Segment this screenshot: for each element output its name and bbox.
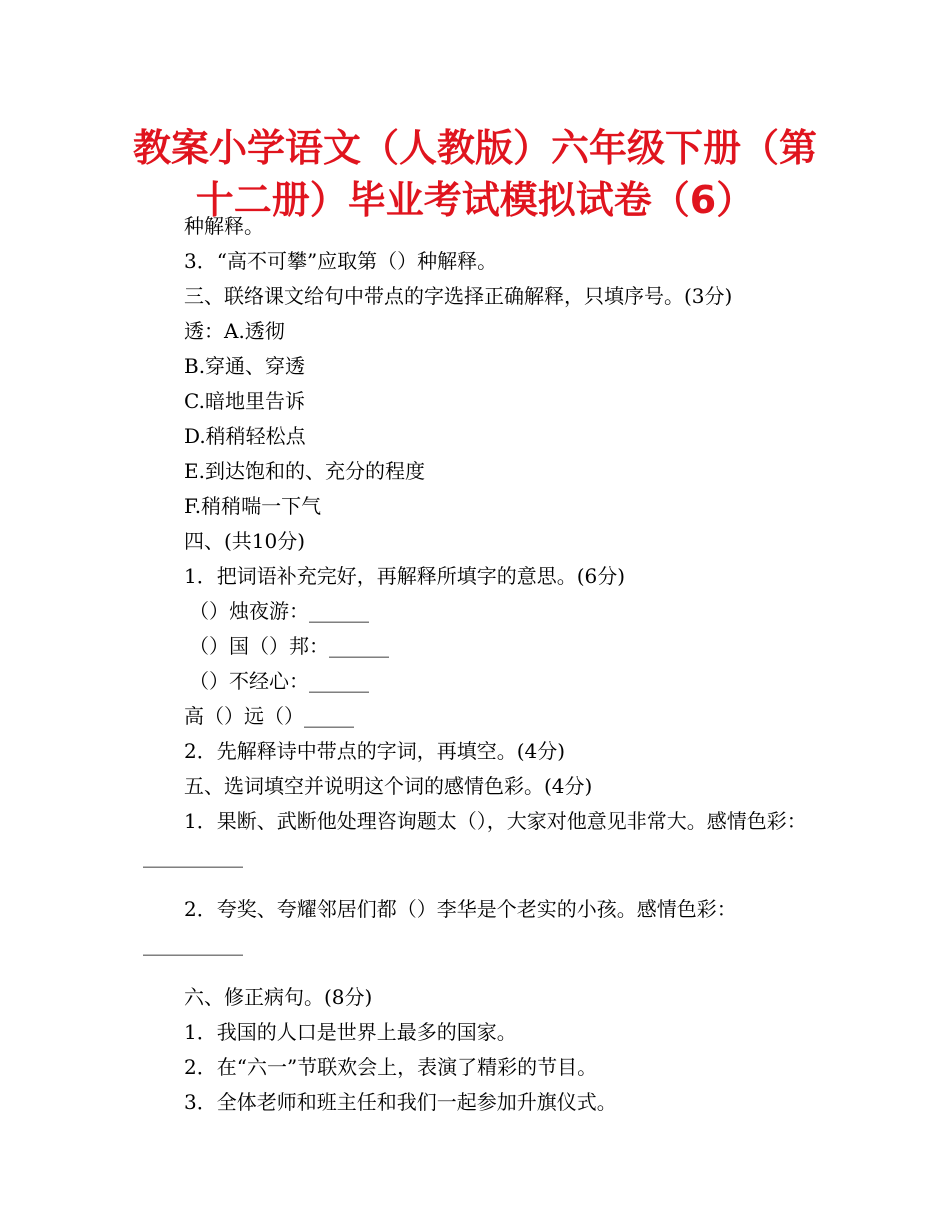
title-line-2: 十二册）毕业考试模拟试卷（6）	[195, 178, 755, 222]
question-line: 3．全体老师和班主任和我们一起参加升旗仪式。	[184, 1090, 617, 1114]
title-line-1: 教案小学语文（人教版）六年级下册（第	[132, 126, 817, 170]
question-paragraph-1: 1．果断、武断他处理咨询题太（），大家对他意见非常大。感情色彩：__________	[143, 809, 807, 868]
option-line: F.稍稍喘一下气	[184, 494, 322, 518]
section-heading: 五、选词填空并说明这个词的感情色彩。(4分)	[184, 774, 593, 798]
document-body	[143, 209, 823, 1120]
question-line: 2．在“六一”节联欢会上，表演了精彩的节目。	[184, 1055, 598, 1079]
option-line: B.穿通、穿透	[184, 354, 306, 378]
text-line: 3．“高不可攀”应取第（）种解释。	[184, 249, 498, 273]
section-heading: 六、修正病句。(8分)	[184, 985, 373, 1009]
fill-blank-line: 高（）远（）_____	[184, 704, 354, 728]
fill-blank-line: （）烛夜游：______	[189, 599, 369, 623]
section-heading: 三、联络课文给句中带点的字选择正确解释，只填序号。(3分)	[184, 284, 733, 308]
text-line: 种解释。	[184, 214, 264, 238]
option-line: E.到达饱和的、充分的程度	[184, 459, 425, 483]
question-paragraph-2: 2．夸奖、夸耀邻居们都（）李华是个老实的小孩。感情色彩：__________	[143, 897, 737, 956]
section-heading: 四、(共10分)	[184, 529, 306, 553]
option-line: C.暗地里告诉	[184, 389, 305, 413]
text-line: 透：A.透彻	[184, 319, 285, 343]
question-line: 2．先解释诗中带点的字词，再填空。(4分)	[184, 739, 566, 763]
question-line: 1．把词语补充完好，再解释所填字的意思。(6分)	[184, 564, 626, 588]
option-line: D.稍稍轻松点	[184, 424, 306, 448]
fill-blank-line: （）国（）邦：______	[189, 634, 389, 658]
question-line: 1．我国的人口是世界上最多的国家。	[184, 1020, 517, 1044]
fill-blank-line: （）不经心：______	[189, 669, 369, 693]
